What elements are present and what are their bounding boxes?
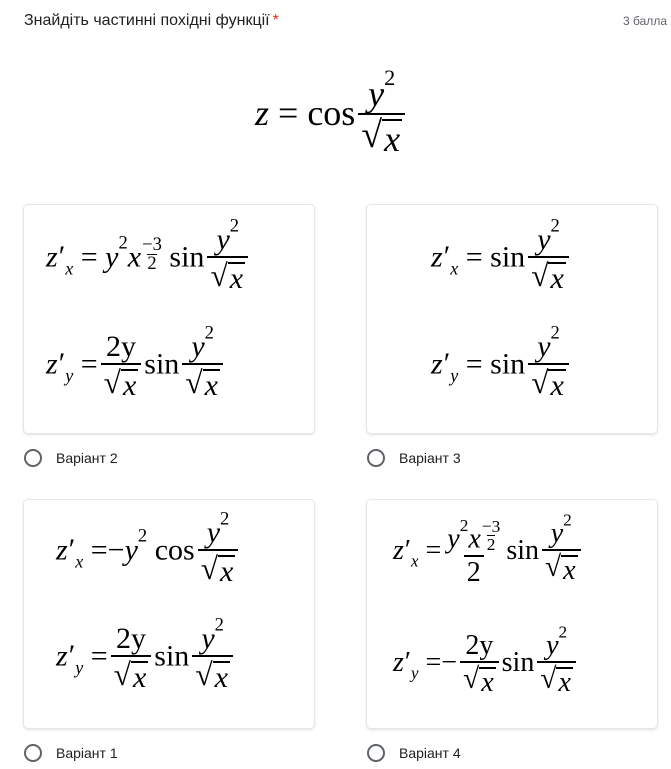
option-variant-2[interactable]	[24, 446, 118, 470]
required-asterisk: *	[272, 12, 279, 29]
option-image-variant-4	[367, 500, 657, 728]
option-label: Варіант 1	[56, 745, 118, 761]
option-label: Варіант 3	[399, 450, 461, 466]
option-label: Варіант 2	[56, 450, 118, 466]
option-label: Варіант 4	[399, 745, 461, 761]
radio-variant-2[interactable]	[24, 449, 42, 467]
variant-4-zx: $z'_x$ = $y^2x$ $\frac{-3}{2}$ 2 sin $y^2$ √ x	[393, 518, 584, 587]
variant-2-zx: $z'_x = y^2x$ $\frac{-3}{2}$ sin $y^2$ √ x	[46, 225, 251, 294]
variant-3-zy: $z'_y = \sin$ $y^2$ √ x	[431, 332, 572, 401]
radio-variant-3[interactable]	[367, 449, 385, 467]
option-image-variant-2	[24, 205, 314, 433]
main-formula: z = cos $y^2$ √ x	[255, 76, 408, 157]
question-points: 3 балла	[623, 14, 667, 28]
variant-4-zy: $z'_y$ =− 2y √ x sin $y^2$ √ x	[393, 632, 579, 697]
option-variant-3[interactable]	[367, 446, 461, 470]
question-header	[24, 11, 667, 33]
radio-variant-4[interactable]	[367, 744, 385, 762]
option-variant-4[interactable]	[367, 741, 461, 765]
radio-variant-1[interactable]	[24, 744, 42, 762]
option-image-variant-3	[367, 205, 657, 433]
question-title: Знайдіть частинні похідні функції *	[24, 12, 279, 29]
variant-1-zx: $z'_x =-y^2$ cos $y^2$ √ x	[56, 518, 241, 587]
variant-1-zy: $z'_y$ = 2y √ x sin $y^2$ √ x	[56, 624, 236, 693]
variant-3-zx: $z'_x = \sin$ $y^2$ √ x	[431, 225, 572, 294]
variant-2-zy: $z'_y$ = 2y √ x sin $y^2$ √ x	[46, 332, 226, 401]
option-variant-1[interactable]	[24, 741, 118, 765]
option-image-variant-1	[24, 500, 314, 728]
